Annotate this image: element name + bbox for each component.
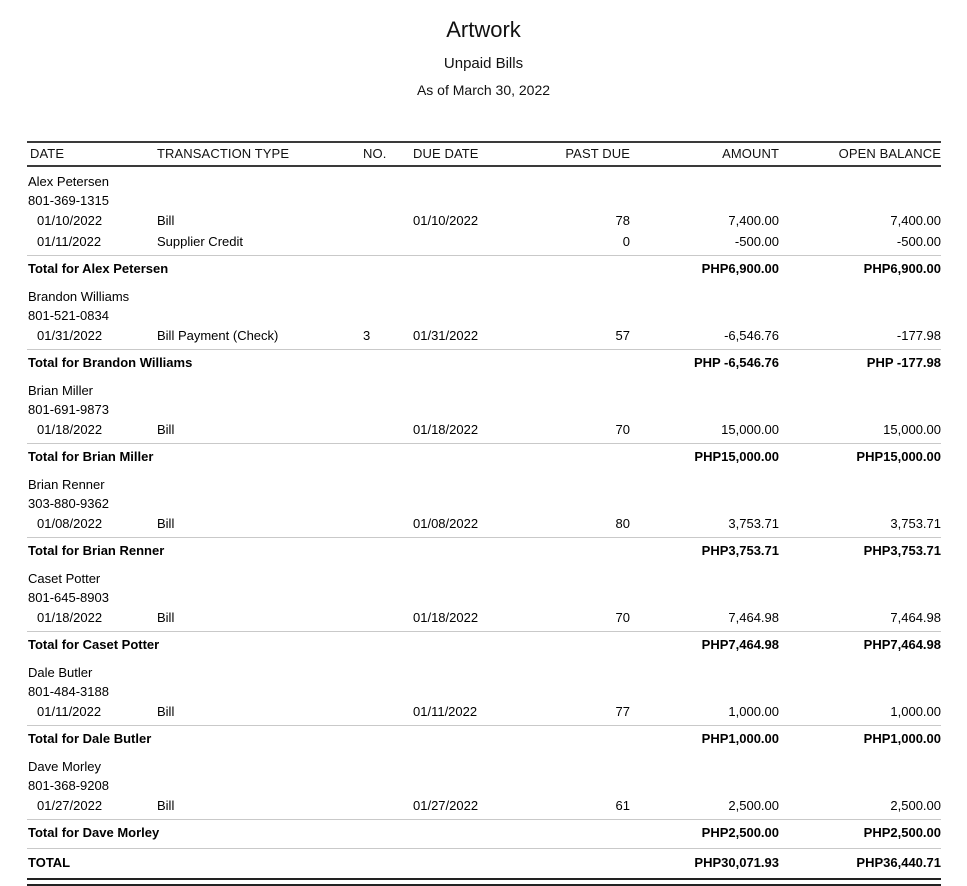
vendor-total-amount: PHP2,500.00 (701, 825, 779, 840)
vendor-section (27, 470, 941, 564)
vendor-rows (27, 607, 941, 628)
cell-due-date: 01/18/2022 (413, 610, 479, 625)
vendor-name: Brandon Williams (28, 289, 130, 304)
vendor-total-label: Total for Brian Renner (28, 543, 165, 558)
vendor-rows (27, 210, 941, 252)
cell-past-due: 70 (615, 422, 630, 437)
cell-date: 01/10/2022 (37, 213, 103, 228)
column-header-no: NO. (363, 146, 387, 161)
cell-date: 01/11/2022 (37, 704, 102, 719)
cell-open-balance: 1,000.00 (890, 704, 941, 719)
report-title: Unpaid Bills (443, 55, 524, 72)
cell-open-balance: 3,753.71 (890, 516, 941, 531)
cell-amount: 3,753.71 (728, 516, 779, 531)
cell-past-due: 0 (622, 234, 630, 249)
vendor-rows (27, 325, 941, 346)
cell-transaction-type: Supplier Credit (157, 234, 243, 249)
vendor-section (27, 658, 941, 752)
vendor-phone: 801-368-9208 (28, 778, 109, 793)
cell-date: 01/11/2022 (37, 234, 102, 249)
vendor-total-open-balance: PHP3,753.71 (863, 543, 941, 558)
cell-due-date: 01/31/2022 (413, 328, 479, 343)
cell-amount: 7,464.98 (728, 610, 779, 625)
cell-amount: 15,000.00 (721, 422, 779, 437)
vendor-section (27, 282, 941, 376)
vendor-phone: 801-484-3188 (28, 684, 109, 699)
cell-open-balance: -177.98 (896, 328, 941, 343)
vendor-total-label: Total for Alex Petersen (28, 261, 169, 276)
cell-date: 01/27/2022 (37, 798, 103, 813)
transaction-row (27, 795, 941, 816)
vendor-total-amount: PHP7,464.98 (701, 637, 779, 652)
vendor-section (27, 167, 941, 282)
vendor-total-row (27, 819, 941, 846)
transaction-row (27, 419, 941, 440)
cell-date: 01/08/2022 (37, 516, 103, 531)
cell-past-due: 78 (615, 213, 630, 228)
vendor-name: Brian Renner (28, 477, 105, 492)
column-header-amount: AMOUNT (722, 146, 779, 161)
vendor-rows (27, 701, 941, 722)
cell-due-date: 01/11/2022 (413, 704, 478, 719)
column-header-date: DATE (30, 146, 65, 161)
vendor-total-label: Total for Caset Potter (28, 637, 160, 652)
vendor-phone: 801-691-9873 (28, 402, 109, 417)
column-header-transaction-type: TRANSACTION TYPE (157, 146, 290, 161)
vendor-total-amount: PHP -6,546.76 (693, 355, 779, 370)
cell-no: 3 (363, 328, 371, 343)
cell-amount: -6,546.76 (724, 328, 779, 343)
vendor-name: Dale Butler (28, 665, 93, 680)
vendor-section (27, 564, 941, 658)
cell-past-due: 61 (615, 798, 630, 813)
transaction-row (27, 607, 941, 628)
cell-transaction-type: Bill (157, 704, 175, 719)
company-name: Artwork (446, 17, 521, 42)
vendor-total-open-balance: PHP15,000.00 (856, 449, 941, 464)
column-header-due-date: DUE DATE (413, 146, 479, 161)
cell-past-due: 57 (615, 328, 630, 343)
report-header (0, 0, 967, 100)
vendor-rows (27, 513, 941, 534)
cell-transaction-type: Bill Payment (Check) (157, 328, 279, 343)
vendor-rows (27, 419, 941, 440)
vendor-total-open-balance: PHP -177.98 (866, 355, 941, 370)
cell-open-balance: -500.00 (896, 234, 941, 249)
table-header-row (27, 141, 941, 167)
vendor-phone: 801-645-8903 (28, 590, 109, 605)
vendor-total-row (27, 537, 941, 564)
vendor-name: Caset Potter (28, 571, 101, 586)
report-table-body (27, 167, 941, 846)
cell-due-date: 01/08/2022 (413, 516, 479, 531)
vendor-total-amount: PHP1,000.00 (701, 731, 779, 746)
vendor-name: Dave Morley (28, 759, 101, 774)
grand-total-label: TOTAL (28, 855, 71, 870)
grand-total-open-balance: PHP36,440.71 (856, 855, 941, 870)
cell-amount: 7,400.00 (728, 213, 779, 228)
cell-amount: 2,500.00 (728, 798, 779, 813)
transaction-row (27, 231, 941, 252)
cell-amount: -500.00 (734, 234, 779, 249)
vendor-total-open-balance: PHP1,000.00 (863, 731, 941, 746)
vendor-total-amount: PHP6,900.00 (701, 261, 779, 276)
vendor-name: Alex Petersen (28, 174, 109, 189)
grand-total-amount: PHP30,071.93 (694, 855, 779, 870)
vendor-section (27, 752, 941, 846)
vendor-total-open-balance: PHP2,500.00 (863, 825, 941, 840)
vendor-section (27, 376, 941, 470)
vendor-total-open-balance: PHP6,900.00 (863, 261, 941, 276)
cell-past-due: 77 (615, 704, 630, 719)
cell-date: 01/18/2022 (37, 422, 103, 437)
vendor-phone: 801-369-1315 (28, 193, 109, 208)
cell-due-date: 01/10/2022 (413, 213, 479, 228)
cell-amount: 1,000.00 (728, 704, 779, 719)
bottom-double-rule (27, 878, 941, 886)
vendor-total-row (27, 725, 941, 752)
vendor-total-row (27, 631, 941, 658)
vendor-rows (27, 795, 941, 816)
vendor-total-amount: PHP15,000.00 (694, 449, 779, 464)
cell-transaction-type: Bill (157, 422, 175, 437)
cell-open-balance: 2,500.00 (890, 798, 941, 813)
vendor-name: Brian Miller (28, 383, 94, 398)
unpaid-bills-table (27, 141, 941, 886)
cell-due-date: 01/27/2022 (413, 798, 479, 813)
cell-transaction-type: Bill (157, 610, 175, 625)
vendor-total-amount: PHP3,753.71 (701, 543, 779, 558)
cell-past-due: 70 (615, 610, 630, 625)
transaction-row (27, 325, 941, 346)
vendor-total-label: Total for Brandon Williams (28, 355, 193, 370)
column-header-past-due: PAST DUE (565, 146, 630, 161)
vendor-total-label: Total for Brian Miller (28, 449, 154, 464)
cell-open-balance: 15,000.00 (883, 422, 941, 437)
transaction-row (27, 210, 941, 231)
vendor-total-label: Total for Dale Butler (28, 731, 152, 746)
cell-past-due: 80 (615, 516, 630, 531)
vendor-total-row (27, 443, 941, 470)
transaction-row (27, 513, 941, 534)
vendor-phone: 303-880-9362 (28, 496, 109, 511)
vendor-total-label: Total for Dave Morley (28, 825, 160, 840)
cell-open-balance: 7,464.98 (890, 610, 941, 625)
cell-transaction-type: Bill (157, 213, 175, 228)
vendor-total-row (27, 255, 941, 282)
cell-date: 01/31/2022 (37, 328, 103, 343)
cell-transaction-type: Bill (157, 516, 175, 531)
transaction-row (27, 701, 941, 722)
vendor-total-row (27, 349, 941, 376)
cell-date: 01/18/2022 (37, 610, 103, 625)
report-date-range: As of March 30, 2022 (416, 82, 551, 98)
cell-transaction-type: Bill (157, 798, 175, 813)
vendor-total-open-balance: PHP7,464.98 (863, 637, 941, 652)
vendor-phone: 801-521-0834 (28, 308, 109, 323)
grand-total-row (27, 848, 941, 877)
cell-due-date: 01/18/2022 (413, 422, 479, 437)
column-header-open-balance: OPEN BALANCE (838, 146, 941, 161)
cell-open-balance: 7,400.00 (890, 213, 941, 228)
